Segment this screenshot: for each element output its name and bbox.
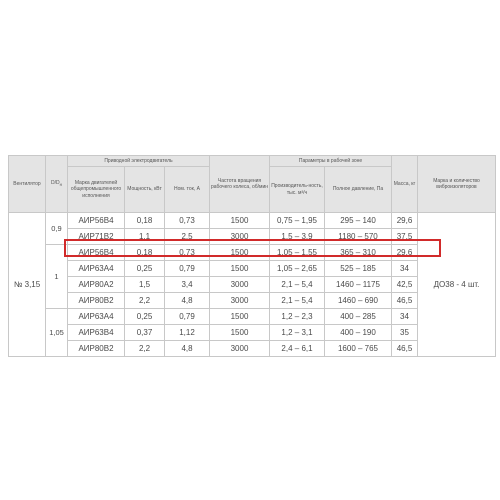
header-dd-label: D/D [51,179,60,186]
pressure-cell: 295 – 140 [325,213,392,229]
power-cell: 2,2 [125,293,165,309]
dd-group-cell: 0,9 [46,213,68,245]
productivity-cell: 1,2 – 3,1 [270,325,325,341]
motor-cell: АИР56В4 [68,245,125,261]
power-cell: 0,25 [125,309,165,325]
mass-cell: 37,5 [392,229,418,245]
current-cell: 2,5 [165,229,210,245]
rpm-cell: 1500 [210,325,270,341]
mass-cell: 46,5 [392,341,418,357]
header-ventilator: Вентилятор [9,156,46,213]
productivity-cell: 2,1 – 5,4 [270,293,325,309]
pressure-cell: 525 – 185 [325,261,392,277]
power-cell: 1,5 [125,277,165,293]
header-rpm: Частота вращения рабочего колеса, об/мин [210,156,270,213]
current-cell: 0,73 [165,245,210,261]
productivity-cell: 2,1 – 5,4 [270,277,325,293]
productivity-cell: 1,2 – 2,3 [270,309,325,325]
motor-cell: АИР63В4 [68,325,125,341]
header-productivity: Производитель-ность, тыс. м³/ч [270,167,325,213]
mass-cell: 42,5 [392,277,418,293]
current-cell: 4,8 [165,293,210,309]
current-cell: 1,12 [165,325,210,341]
productivity-cell: 1,05 – 2,65 [270,261,325,277]
pressure-cell: 1180 – 570 [325,229,392,245]
current-cell: 3,4 [165,277,210,293]
dd-group-cell: 1 [46,245,68,309]
pressure-cell: 1460 – 1175 [325,277,392,293]
header-params-group: Параметры в рабочей зоне [270,156,392,167]
dd-group-cell: 1,05 [46,309,68,357]
motor-cell: АИР80А2 [68,277,125,293]
pressure-cell: 365 – 310 [325,245,392,261]
current-cell: 0,73 [165,213,210,229]
ventilator-cell: № 3,15 [9,213,46,357]
header-vibro: Марка и количество виброизоляторов [418,156,496,213]
header-power: Мощность, кВт [125,167,165,213]
pressure-cell: 400 – 190 [325,325,392,341]
motor-cell: АИР80В2 [68,341,125,357]
mass-cell: 29,6 [392,213,418,229]
table-row [9,213,496,229]
productivity-cell: 1,5 – 3,9 [270,229,325,245]
mass-cell: 29,6 [392,245,418,261]
pressure-cell: 1600 – 765 [325,341,392,357]
fan-spec-table [8,155,496,357]
motor-cell: АИР63А4 [68,309,125,325]
current-cell: 0,79 [165,309,210,325]
productivity-cell: 2,4 – 6,1 [270,341,325,357]
power-cell: 0,25 [125,261,165,277]
header-motor-brand: Марка двигателей общепромышленного исполнения [68,167,125,213]
power-cell: 2,2 [125,341,165,357]
mass-cell: 34 [392,261,418,277]
productivity-cell: 0,75 – 1,95 [270,213,325,229]
power-cell: 0,18 [125,245,165,261]
motor-cell: АИР80В2 [68,293,125,309]
header-pressure: Полное давление, Па [325,167,392,213]
motor-cell: АИР63А4 [68,261,125,277]
rpm-cell: 1500 [210,213,270,229]
productivity-cell: 1,05 – 1,55 [270,245,325,261]
rpm-cell: 1500 [210,245,270,261]
power-cell: 0,18 [125,213,165,229]
header-mass: Масса, кг [392,156,418,213]
motor-cell: АИР71В2 [68,229,125,245]
header-current: Ном. ток, А [165,167,210,213]
rpm-cell: 3000 [210,293,270,309]
header-row-1 [9,156,496,167]
mass-cell: 46,5 [392,293,418,309]
pressure-cell: 400 – 285 [325,309,392,325]
header-dd [46,156,68,213]
power-cell: 0,37 [125,325,165,341]
header-motor-group: Приводной электродвигатель [68,156,210,167]
rpm-cell: 3000 [210,277,270,293]
mass-cell: 35 [392,325,418,341]
motor-cell: АИР56В4 [68,213,125,229]
vibro-cell: ДО38 - 4 шт. [418,213,496,357]
current-cell: 4,8 [165,341,210,357]
rpm-cell: 3000 [210,341,270,357]
pressure-cell: 1460 – 690 [325,293,392,309]
rpm-cell: 1500 [210,261,270,277]
power-cell: 1,1 [125,229,165,245]
current-cell: 0,79 [165,261,210,277]
mass-cell: 34 [392,309,418,325]
rpm-cell: 3000 [210,229,270,245]
rpm-cell: 1500 [210,309,270,325]
header-dd-sub: н [59,181,62,187]
